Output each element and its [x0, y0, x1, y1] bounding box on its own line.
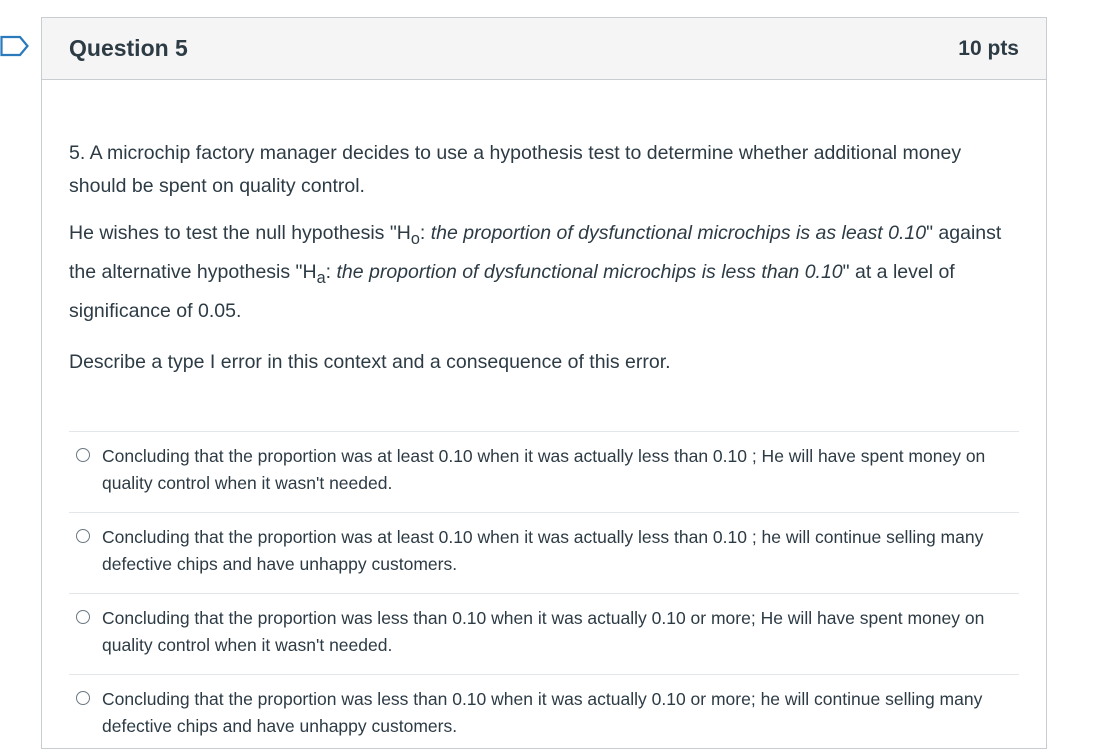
null-hypothesis-text: the proportion of dysfunctional microchips is as least 0.10	[430, 222, 927, 244]
answer-label: Concluding that the proportion was less than 0.10 when it was actually 0.10 or more; he will continue selling many defective chips and have unhappy customers.	[102, 688, 983, 736]
question-prompt: Describe a type I error in this context and a consequence of this error.	[69, 350, 671, 373]
question-text-hypotheses: He wishes to test the null hypothesis "$H_o$: the proportion of dysfunctional microchips is as least 0.10" against the alternative hypothesis "$H_a$: the proportion of dysfunctional microchips is less than 0.10" at a level of significance of 0.05.	[69, 222, 1002, 322]
question-card	[41, 17, 1047, 749]
flag-question-icon[interactable]	[0, 35, 30, 57]
question-body	[42, 80, 1046, 755]
question-header	[42, 18, 1046, 80]
answer-label: Concluding that the proportion was less than 0.10 when it was actually 0.10 or more; He will have spent money on quality control when it wasn't needed.	[102, 607, 985, 655]
answer-label: Concluding that the proportion was at least 0.10 when it was actually less than 0.10 ; he will continue selling many defective chips and have unhappy customers.	[102, 526, 984, 574]
answer-list	[69, 431, 1019, 755]
alternative-hypothesis-text: the proportion of dysfunctional microchips is less than 0.10	[336, 260, 843, 283]
radio-icon[interactable]	[76, 610, 90, 624]
subscript-o: o	[410, 229, 420, 248]
radio-icon[interactable]	[76, 448, 90, 462]
question-points: 10 pts	[958, 36, 1019, 60]
answer-option-3[interactable]	[69, 594, 1019, 675]
subscript-a: a	[316, 268, 326, 287]
question-title: Question 5	[69, 35, 188, 61]
radio-icon[interactable]	[76, 691, 90, 705]
answer-label: Concluding that the proportion was at least 0.10 when it was actually less than 0.10 ; He will have spent money on quality control when it wasn't needed.	[102, 445, 986, 493]
question-text-intro: 5. A microchip factory manager decides to use a hypothesis test to determine whether additional money should be spent on quality control.	[69, 142, 962, 197]
answer-option-1[interactable]	[69, 432, 1019, 513]
answer-option-2[interactable]	[69, 513, 1019, 594]
radio-icon[interactable]	[76, 529, 90, 543]
answer-option-4[interactable]	[69, 675, 1019, 755]
